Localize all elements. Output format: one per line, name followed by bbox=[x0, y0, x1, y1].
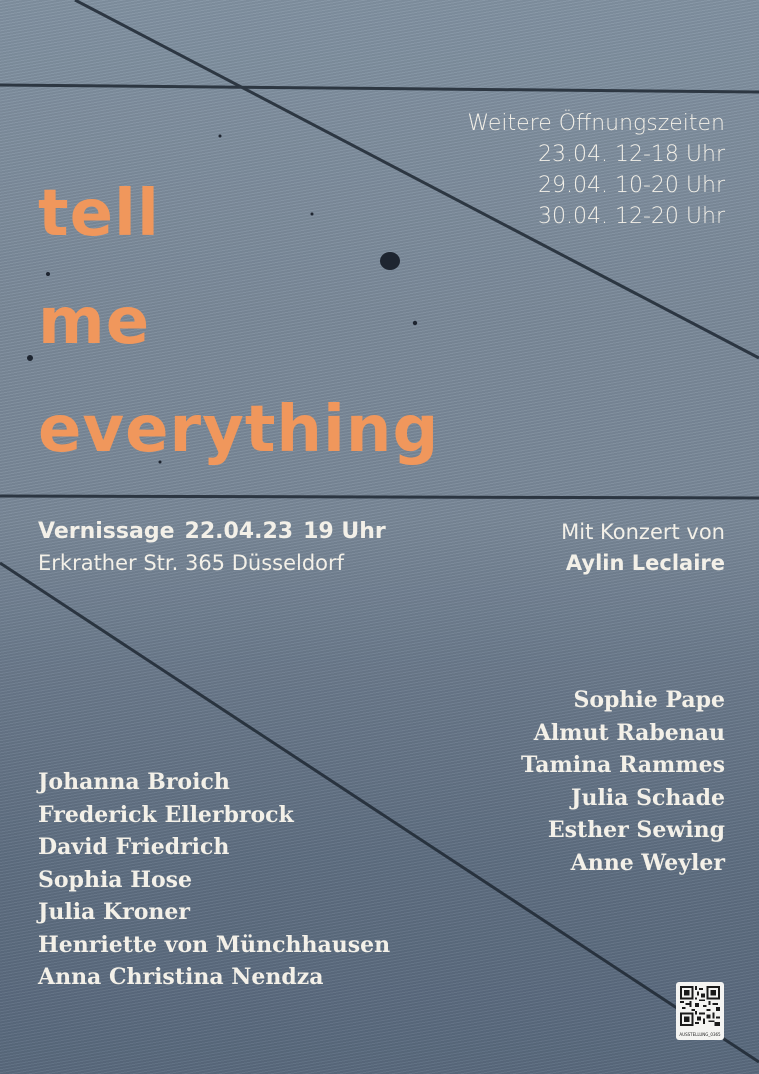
vernissage-date: 22.04.23 bbox=[184, 519, 294, 544]
qr-code-icon bbox=[680, 986, 720, 1026]
vernissage-info bbox=[38, 516, 396, 578]
title-line: tell bbox=[38, 177, 160, 251]
concert-info bbox=[561, 516, 725, 578]
artist-name: Frederick Ellerbrock bbox=[38, 801, 294, 828]
venue-address: Erkrather Str. 365 Düsseldorf bbox=[38, 551, 345, 575]
title-line: me bbox=[38, 285, 151, 359]
qr-caption: AUSSTELLUNG_0365 bbox=[679, 1032, 721, 1037]
opening-hours-time: 23.04. 12-18 Uhr bbox=[538, 142, 725, 167]
artist-name: Anna Christina Nendza bbox=[38, 964, 324, 990]
title-line: everything bbox=[38, 393, 440, 467]
artist-name: Sophia Hose bbox=[38, 866, 193, 893]
artist-name: Anne Weyler bbox=[570, 849, 725, 876]
poster-title bbox=[38, 160, 439, 484]
artist-list-right bbox=[521, 684, 725, 879]
artist-name: Sophie Pape bbox=[573, 687, 725, 713]
opening-hours bbox=[467, 108, 725, 232]
vernissage-time: 19 Uhr bbox=[303, 519, 386, 544]
artist-name: Henriette von Münchhausen bbox=[38, 931, 391, 958]
artist-name: Julia Schade bbox=[571, 784, 725, 811]
artist-name: Julia Kroner bbox=[38, 899, 191, 925]
opening-hours-time: 29.04. 10-20 Uhr bbox=[538, 173, 725, 198]
artist-name: Almut Rabenau bbox=[533, 719, 725, 746]
artist-name: Johanna Broich bbox=[38, 769, 230, 795]
concert-performer: Aylin Leclaire bbox=[565, 551, 725, 575]
concert-label: Mit Konzert von bbox=[561, 520, 725, 544]
artist-name: David Friedrich bbox=[38, 834, 230, 860]
artist-name: Esther Sewing bbox=[547, 817, 725, 843]
opening-hours-time: 30.04. 12-20 Uhr bbox=[538, 204, 725, 229]
vernissage-line bbox=[38, 516, 396, 548]
artist-list-left bbox=[38, 766, 390, 994]
vernissage-label: Vernissage bbox=[38, 519, 175, 544]
artist-name: Tamina Rammes bbox=[520, 752, 725, 778]
qr-code[interactable] bbox=[676, 982, 724, 1040]
opening-hours-heading: Weitere Öffnungszeiten bbox=[467, 111, 725, 136]
